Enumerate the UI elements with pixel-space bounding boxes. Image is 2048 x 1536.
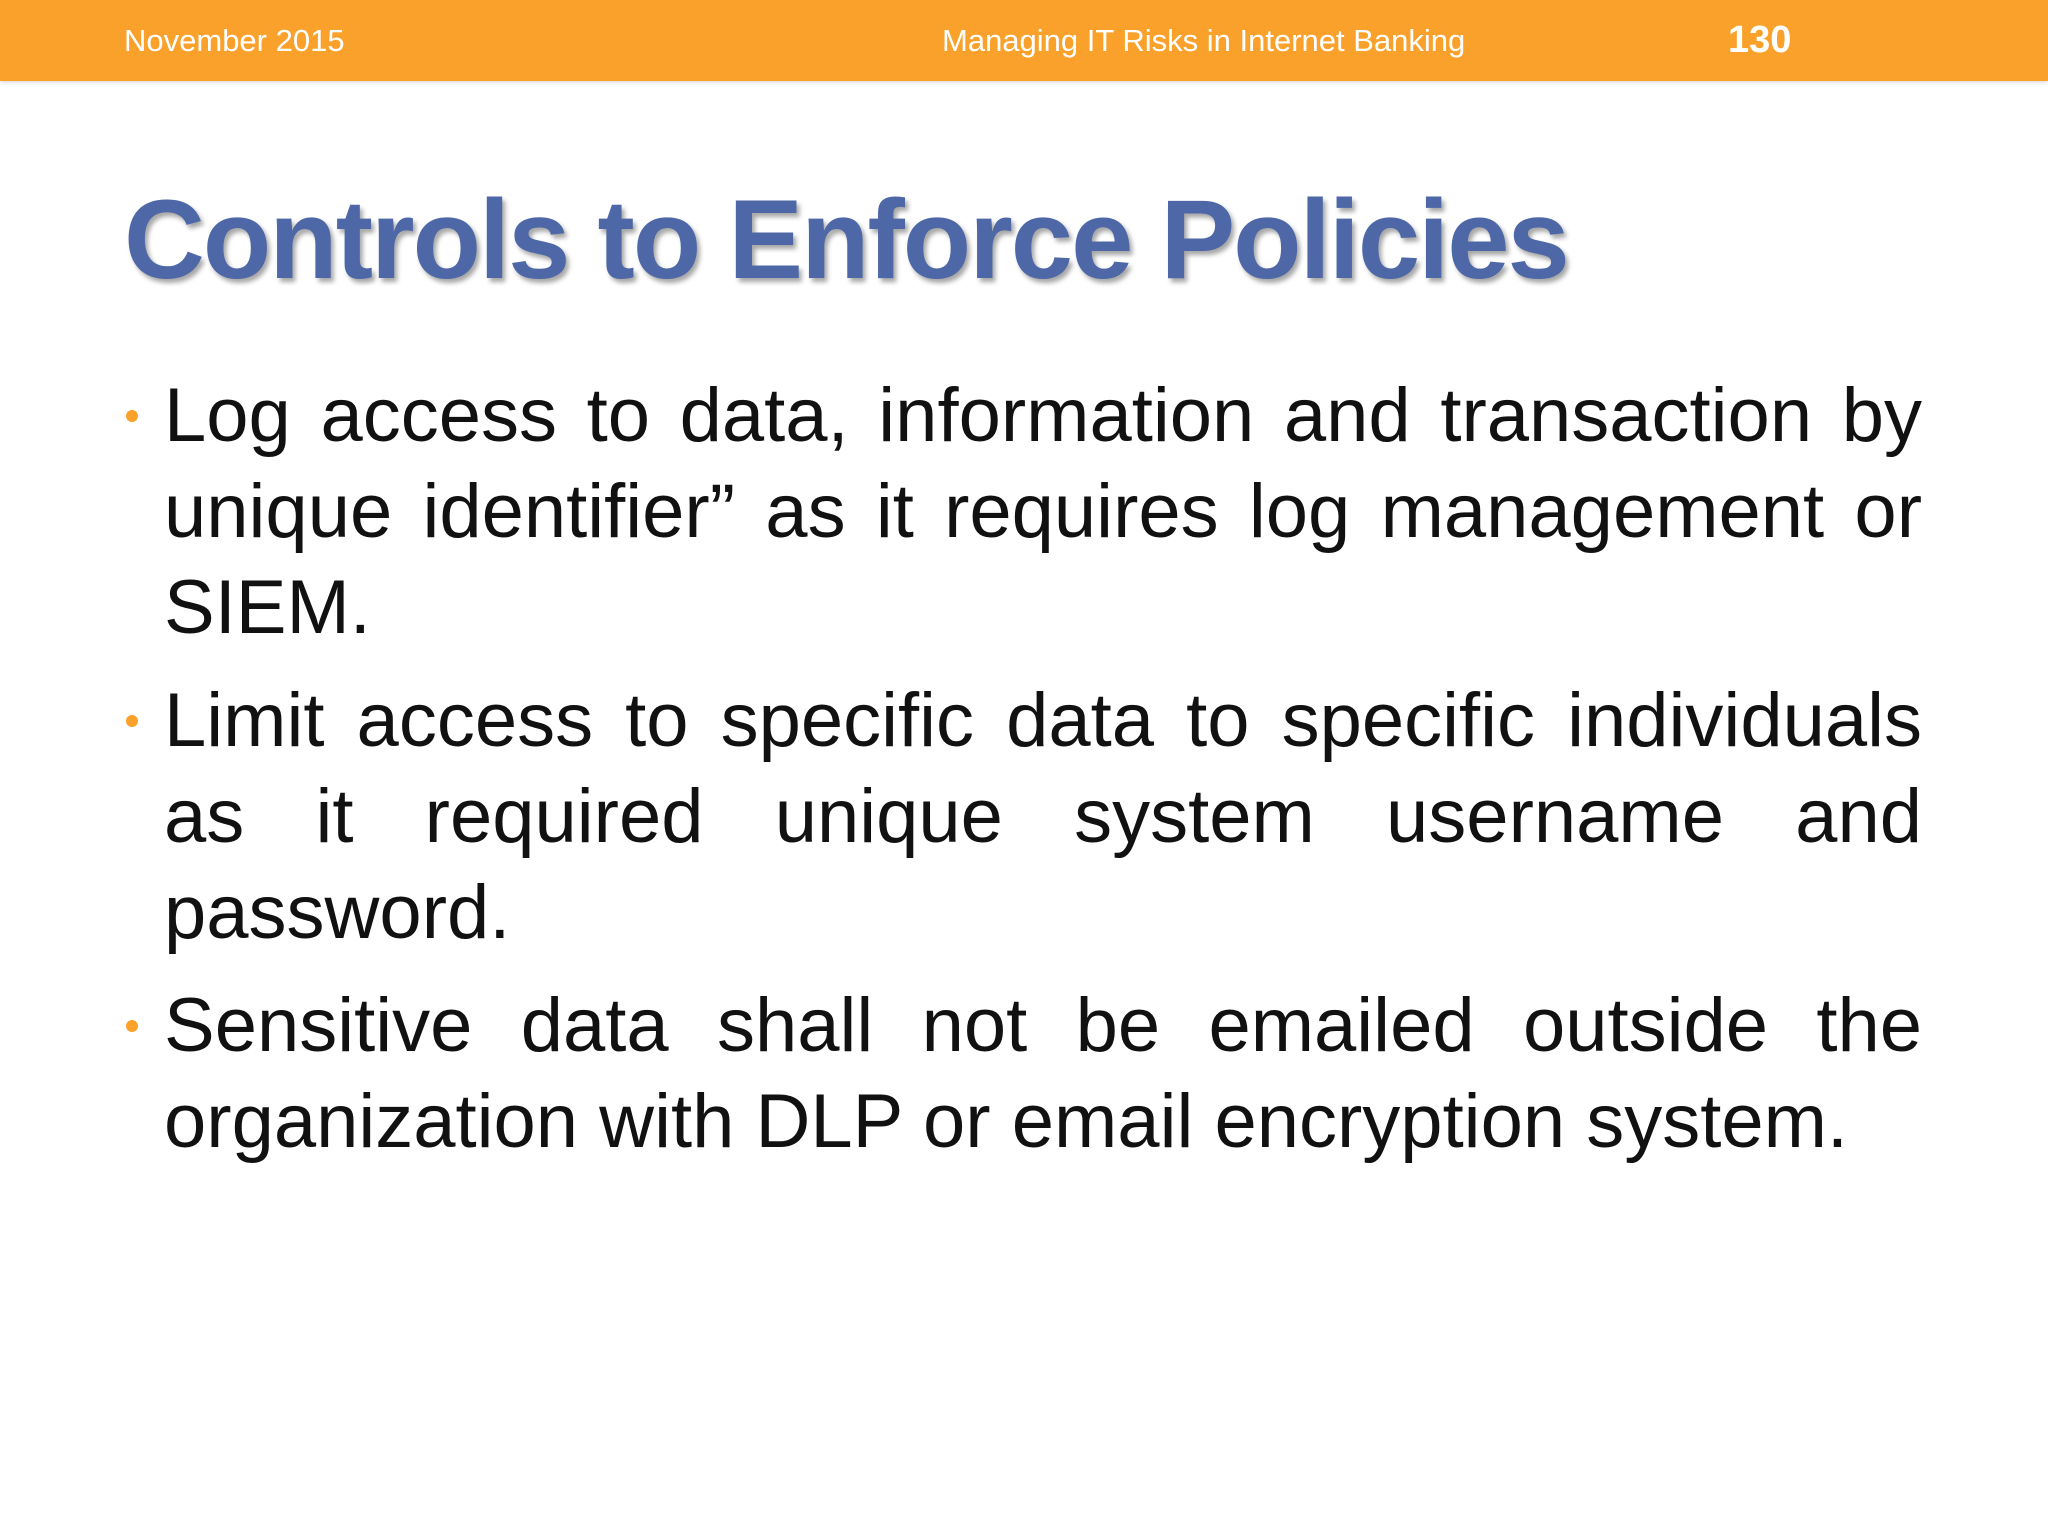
bullet-dot-icon — [126, 1020, 138, 1032]
bullet-text: Sensitive data shall not be emailed outside the organization with DLP or email encryption system. — [164, 983, 1922, 1164]
bullet-item — [0, 978, 2048, 1170]
header-presentation-title: Managing IT Risks in Internet Banking — [942, 23, 1466, 58]
bullet-text: Log access to data, information and transaction by unique identifier” as it requires log management or SIEM. — [164, 373, 1922, 650]
bullet-dot-icon — [126, 410, 138, 422]
bullet-text: Limit access to specific data to specific individuals as it required unique system username and password. — [164, 678, 1922, 955]
header-date: November 2015 — [124, 23, 345, 58]
bullet-dot-icon — [126, 715, 138, 727]
bullet-list — [0, 368, 2048, 1187]
bullet-item — [0, 368, 2048, 656]
header-page-number: 130 — [1728, 19, 1792, 61]
header-bar — [0, 0, 2048, 81]
bullet-item — [0, 673, 2048, 961]
slide-title: Controls to Enforce Policies — [124, 177, 1568, 302]
